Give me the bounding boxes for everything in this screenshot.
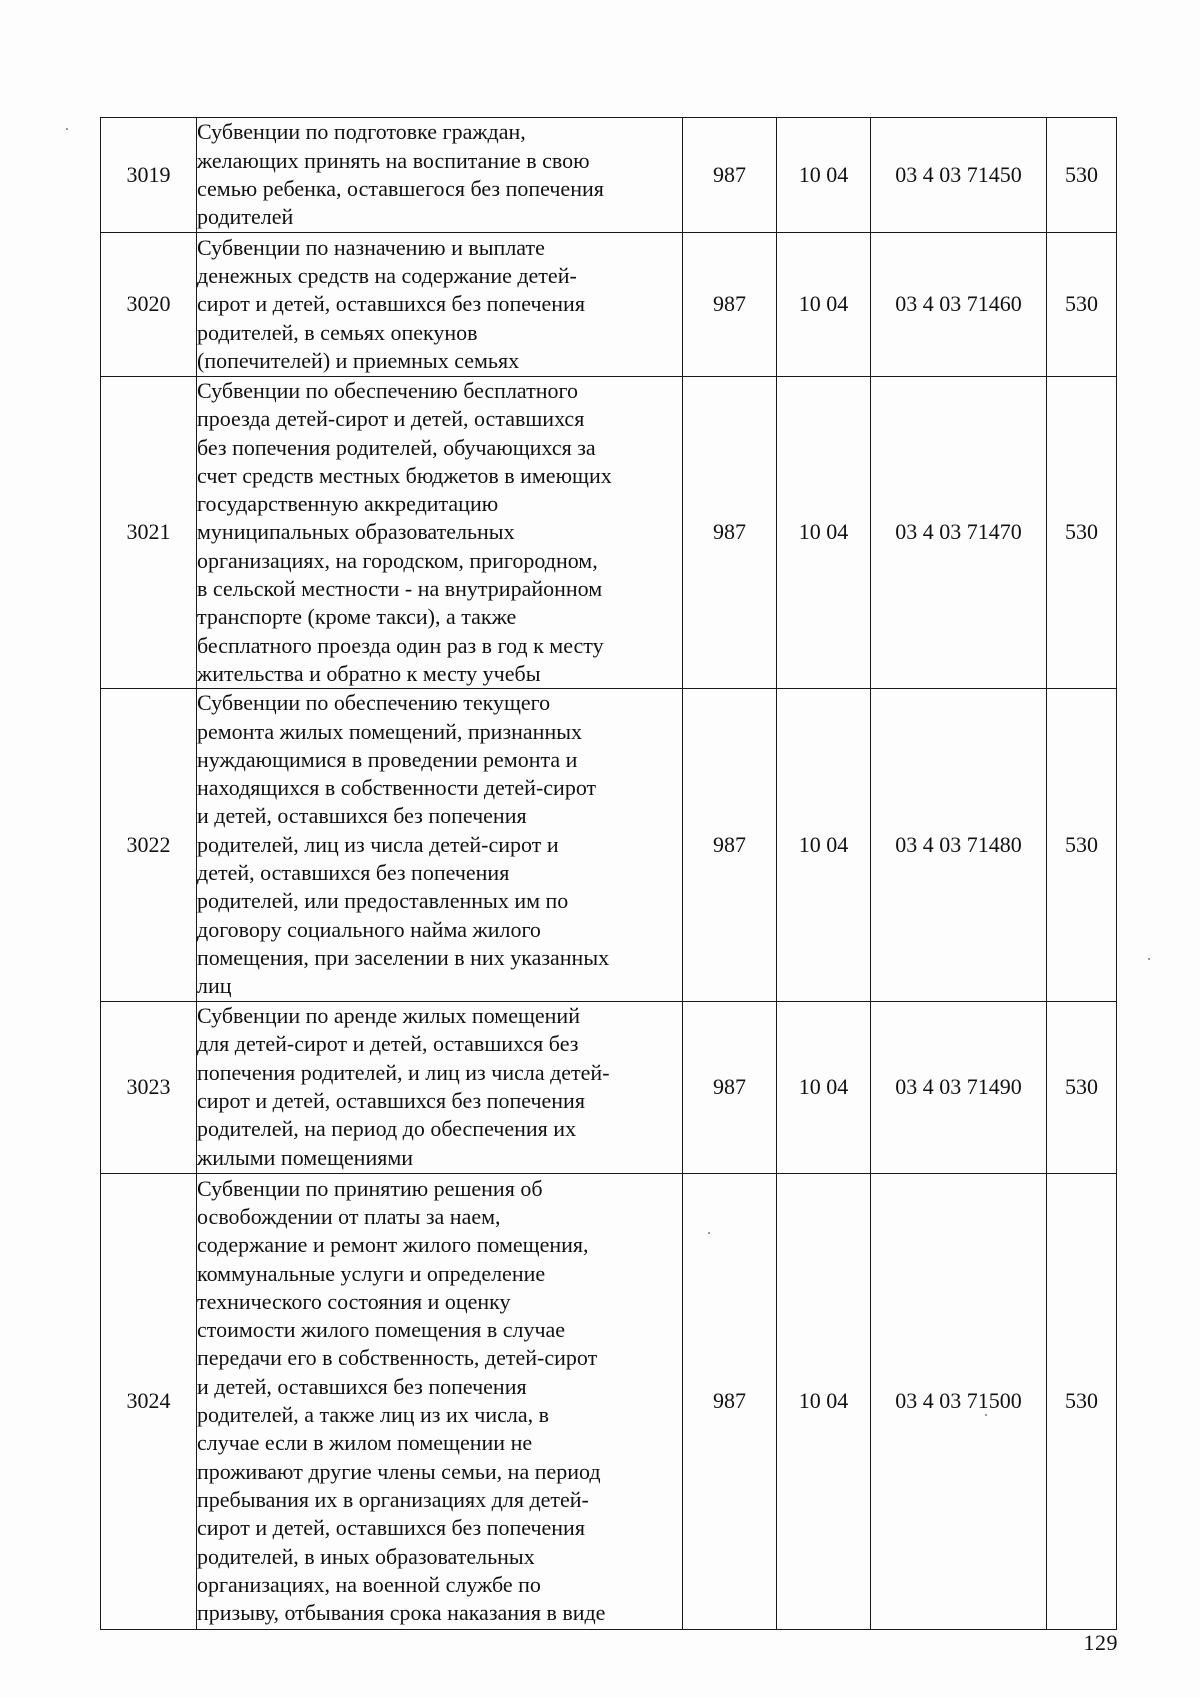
row-target-code: 03 4 03 71460 [871,233,1047,377]
row-code: 3021 [101,377,197,689]
row-target-code: 03 4 03 71450 [871,118,1047,233]
row-admin-code: 987 [683,377,777,689]
table-row [101,1001,1117,1173]
row-admin-code: 987 [683,118,777,233]
table-row [101,377,1117,689]
row-description: Субвенции по назначению и выплате денежных средств на содержание детей- сирот и детей, оставшихся без попечения родителей, в семьях опекунов (попечителей) и приемных семьях [197,233,683,377]
table-row [101,689,1117,1001]
row-expense-type: 530 [1047,118,1117,233]
row-target-code: 03 4 03 71470 [871,377,1047,689]
row-target-code: 03 4 03 71500 [871,1173,1047,1629]
budget-classification-table [100,117,1117,1630]
scan-speck [1148,958,1150,960]
row-target-code: 03 4 03 71480 [871,689,1047,1001]
row-description: Субвенции по аренде жилых помещений для детей-сирот и детей, оставшихся без попечения родителей, и лиц из числа детей- сирот и детей, оставшихся без попечения родителей, на период до обеспечения их жилыми помещениями [197,1001,683,1173]
row-admin-code: 987 [683,233,777,377]
table-row [101,233,1117,377]
row-section-code: 10 04 [777,1173,871,1629]
row-expense-type: 530 [1047,1001,1117,1173]
row-expense-type: 530 [1047,689,1117,1001]
row-expense-type: 530 [1047,233,1117,377]
row-section-code: 10 04 [777,377,871,689]
row-section-code: 10 04 [777,233,871,377]
row-section-code: 10 04 [777,1001,871,1173]
row-target-code: 03 4 03 71490 [871,1001,1047,1173]
scan-speck [66,128,68,130]
row-admin-code: 987 [683,1001,777,1173]
row-code: 3020 [101,233,197,377]
row-section-code: 10 04 [777,689,871,1001]
row-description: Субвенции по обеспечению текущего ремонта жилых помещений, признанных нуждающимися в проведении ремонта и находящихся в собственности детей-сирот и детей, оставшихся без попечения родителей, лиц из числа детей-сирот и детей, оставшихся без попечения родителей, или предоставленных им по договору социального найма жилого помещения, при заселении в них указанных лиц [197,689,683,1001]
row-code: 3019 [101,118,197,233]
page-number: 129 [1083,1630,1118,1655]
row-expense-type: 530 [1047,377,1117,689]
table-row [101,1173,1117,1629]
row-expense-type: 530 [1047,1173,1117,1629]
row-code: 3022 [101,689,197,1001]
row-description: Субвенции по подготовке граждан, желающих принять на воспитание в свою семью ребенка, оставшегося без попечения родителей [197,118,683,233]
row-code: 3023 [101,1001,197,1173]
row-description: Субвенции по обеспечению бесплатного проезда детей-сирот и детей, оставшихся без попечения родителей, обучающихся за счет средств местных бюджетов в имеющих государственную аккредитацию муниципальных образовательных организациях, на городском, пригородном, в сельской местности - на внутрирайонном транспорте (кроме такси), а также бесплатного проезда один раз в год к месту жительства и обратно к месту учебы [197,377,683,689]
row-code: 3024 [101,1173,197,1629]
table-row [101,118,1117,233]
row-description: Субвенции по принятию решения об освобождении от платы за наем, содержание и ремонт жилого помещения, коммунальные услуги и определение технического состояния и оценку стоимости жилого помещения в случае передачи его в собственность, детей-сирот и детей, оставшихся без попечения родителей, а также лиц из их числа, в случае если в жилом помещении не проживают другие члены семьи, на период пребывания их в организациях для детей- сирот и детей, оставшихся без попечения родителей, в иных образовательных организациях, на военной службе по призыву, отбывания срока наказания в виде [197,1173,683,1629]
row-section-code: 10 04 [777,118,871,233]
row-admin-code: 987 [683,1173,777,1629]
row-admin-code: 987 [683,689,777,1001]
